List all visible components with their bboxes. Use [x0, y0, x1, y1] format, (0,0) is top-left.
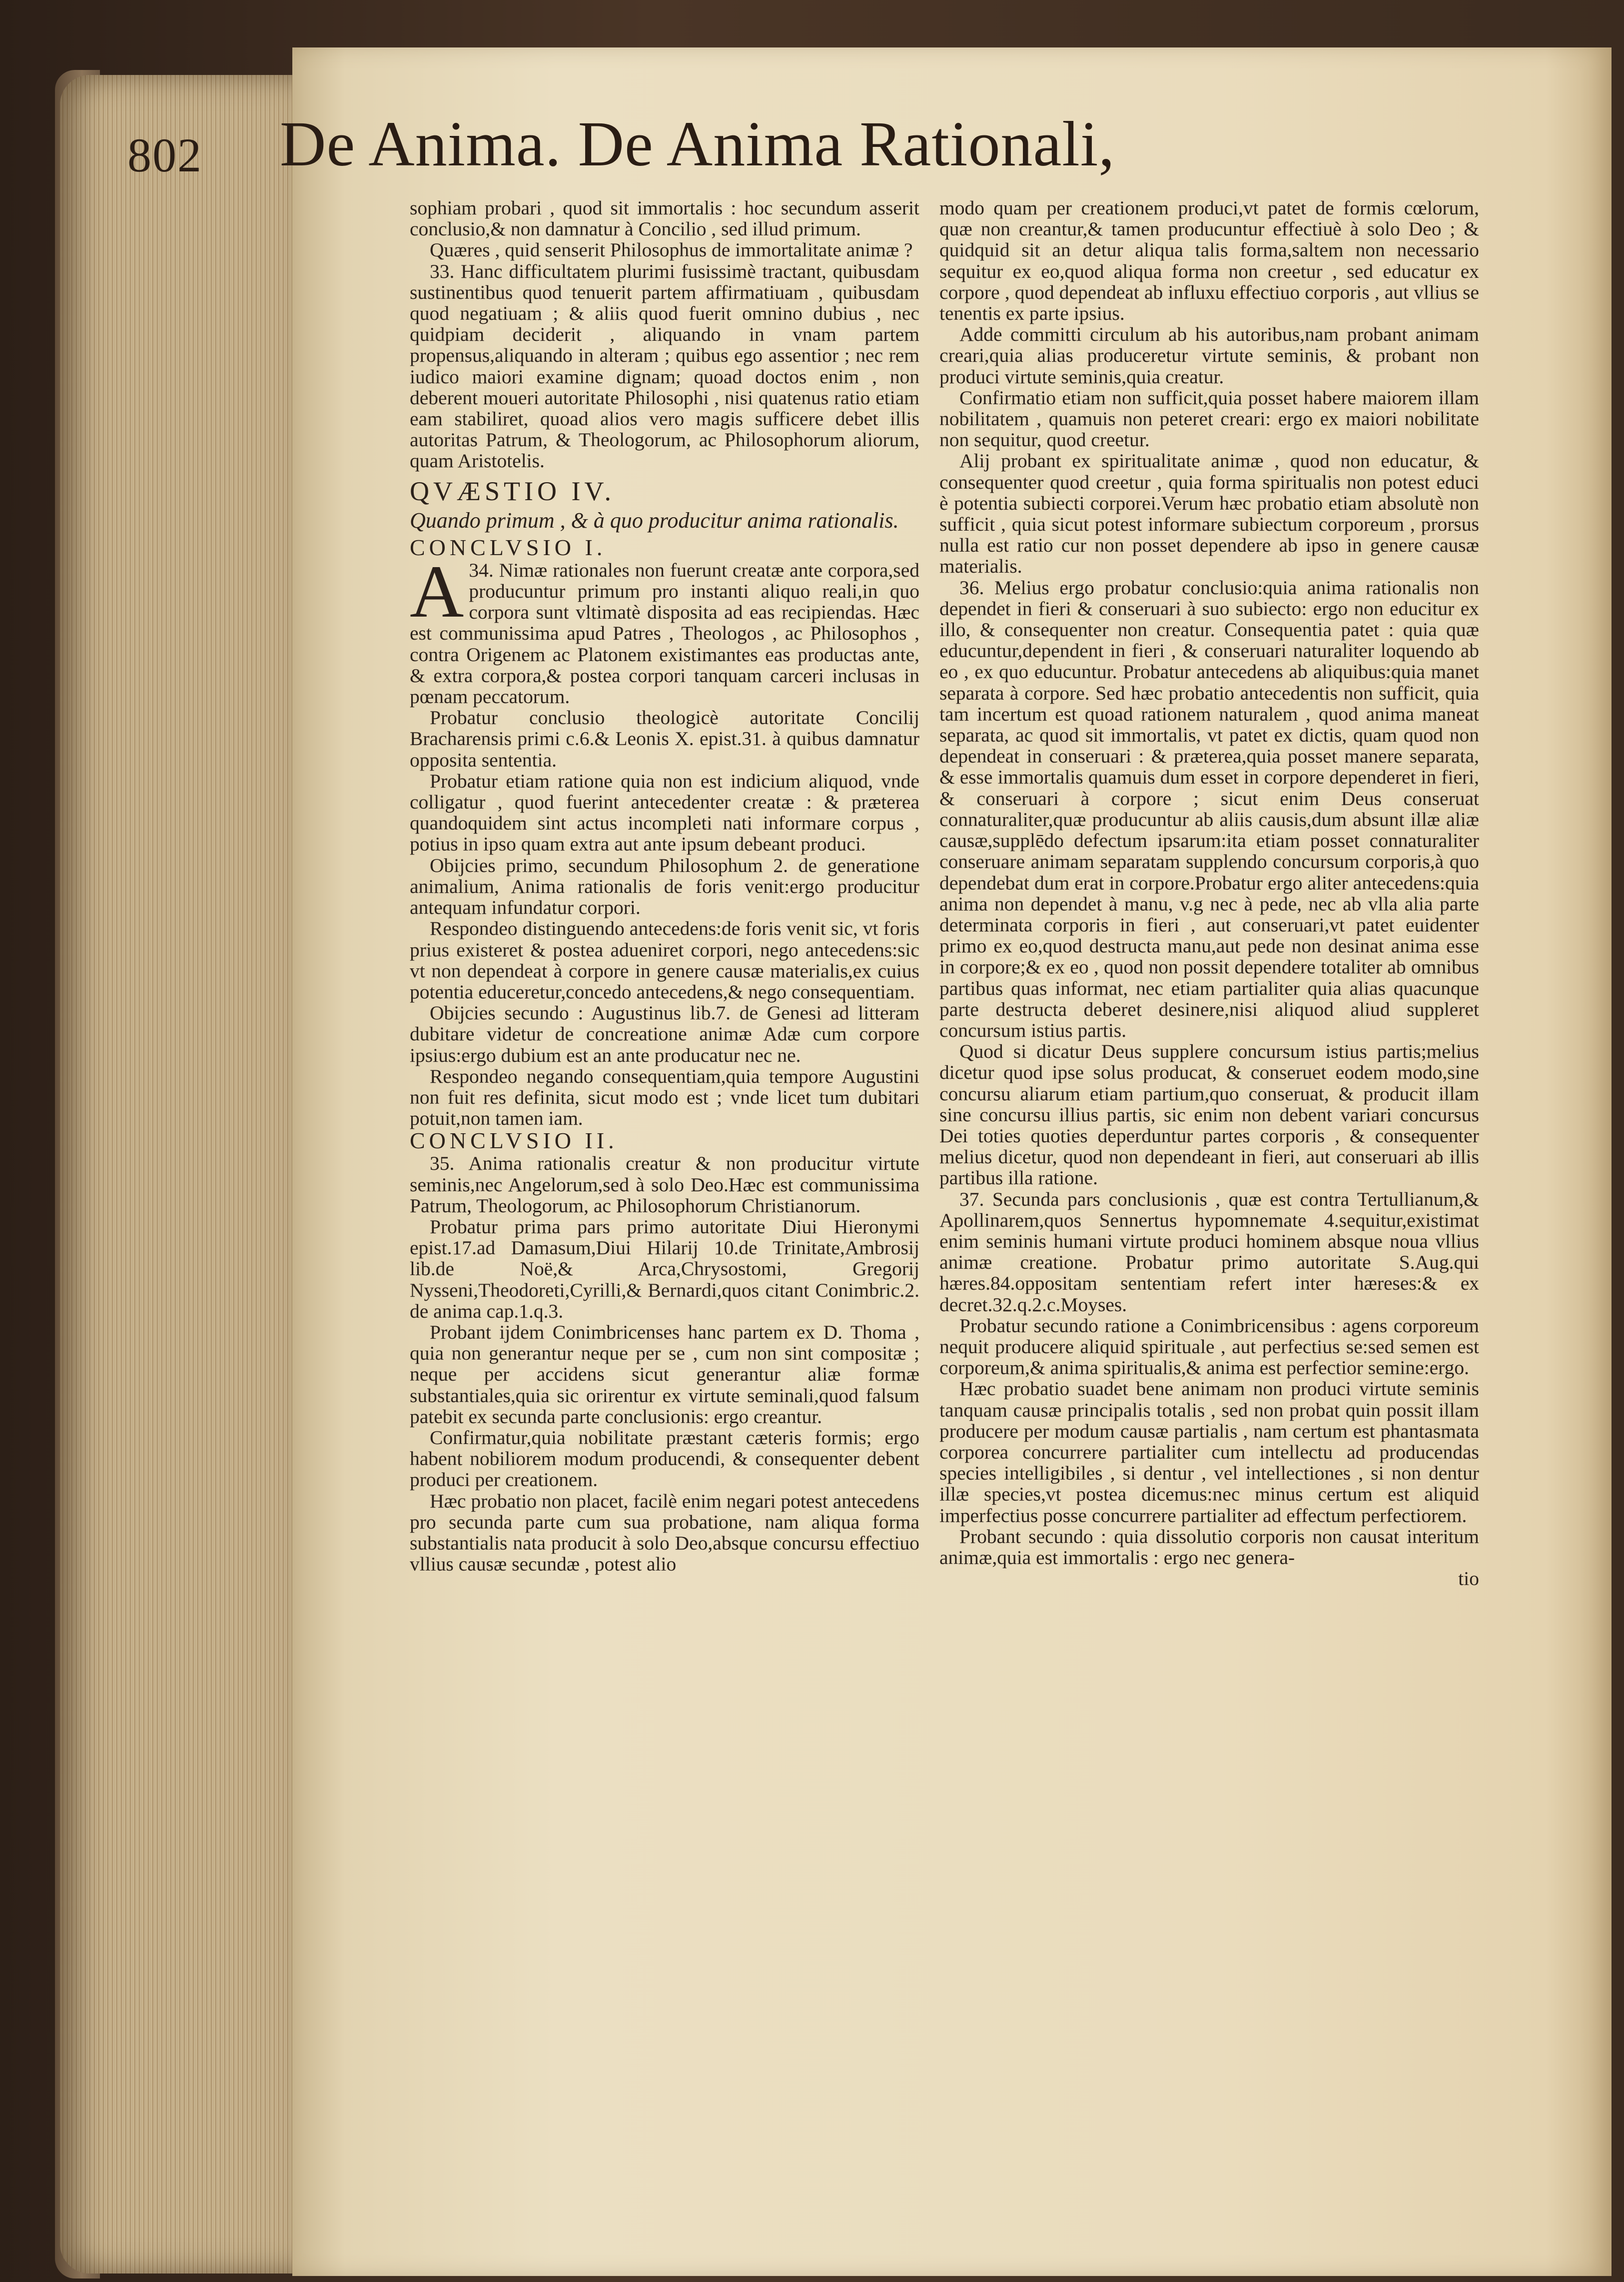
paragraph: 33. Hanc difficultatem plurimi fusissimè tractant, quibusdam sustinentibus quod tenuerit partem affirmatiuam , quibusdam quod negatiuam ; & aliis quod fuerit omnino dubius , nec quidpiam deciderit , aliquando in vnam partem propensus,aliquando in alteram ; quibus ego assentior ; nec rem iudico maiori examine dignam; quoad doctos enim , non deberent moueri autoritate Philosophi , nisi quatenus ratio etiam eam stabiliret, quoad alios vero magis sufficere debet illis autoritas Patrum, & Theologorum, ac Philosophorum aliorum, quam Aristotelis.: [410, 260, 919, 472]
catchword: tio: [1458, 1567, 1479, 1590]
paragraph: sophiam probari , quod sit immortalis : hoc secundum asserit conclusio,& non damnatur à Concilio , sed illud primum.: [410, 197, 919, 240]
conclusio-heading: CONCLVSIO II.: [410, 1128, 618, 1154]
paragraph: Alij probant ex spiritualitate animæ , quod non educatur, & consequenter quod creetur , quia forma spiritualis non potest educi è potentia subiecti corporei.Verum hæc probatio etiam absolutè non sufficit , quia sicut potest informare subiectum corporeum , prorsus nulla est ratio cur non posset dependere ab ipso in genere causæ materialis.: [939, 450, 1479, 578]
running-title: De Anima. De Anima Rationali,: [280, 108, 1115, 179]
paragraph: Probant ijdem Conimbricenses hanc partem ex D. Thoma , quia non generantur neque per se , cum non sint compositæ ; neque per accidens sicut generantur aliæ formæ substantiales,quia sic orirentur ex virtute seminali,quod falsum patebit ex secunda parte conclusionis: ergo creantur.: [410, 1321, 919, 1428]
paragraph: Confirmatur,quia nobilitate præstant cæteris formis; ergo habent nobiliorem modum producendi, & consequenter debent produci per creationem.: [410, 1426, 919, 1491]
left-column: [410, 197, 919, 1574]
drop-capital: A: [410, 550, 464, 633]
paragraph: modo quam per creationem produci,vt patet de formis cœlorum, quæ non creantur,& tamen producuntur effectiuè à solo Deo ; & quidquid sit an detur aliqua talis forma,saltem non necessario sequitur ex eo,quod aliqua forma non creetur , sed educatur ex corpore , quod dependeat ab influxu effectiuo corporis , aut vllius se tenentis ex parte ipsius.: [939, 197, 1479, 325]
section-number: 34.: [469, 559, 494, 581]
paragraph: Probatur prima pars primo autoritate Diui Hieronymi epist.17.ad Damasum,Diui Hilarij 10.de Trinitate,Ambrosij lib.de Noë,& Arca,Chrysostomi, Gregorij Nysseni,Theodoreti,Cyrilli,& Bernardi,quos citant Conimbric.2. de anima cap.1.q.3.: [410, 1215, 919, 1322]
paragraph: 36. Melius ergo probatur conclusio:quia anima rationalis non dependet in fieri & conseruari à suo subiecto: ergo non educitur ex illo, & consequenter non creatur. Consequentia patet : quia quæ educuntur,dependent in fieri , & conseruari naturaliter loquendo ab eo , ex quo educuntur. Probatur antecedens ab aliquibus:quia manet separata à corpore. Sed hæc probatio antecedentis non sufficit, quia tam incertum est quoad rationem naturalem , quod anima maneat separata, ac quod sit immortalis, vt patet ex dictis, quam quod non dependeat in conseruari : & præterea,quia posset manere separata, & esse immortalis quamuis dum esset in corpore dependeret in fieri, & conseruari à corpore ; sicut enim Deus conseruat connaturaliter,quæ producuntur ab aliis causis,dum absunt illæ aliæ causæ,supplēdo defectum ipsarum:ita etiam posset connaturaliter conseruare animam separatam supplendo concursum corporis,à quo dependebat dum erat in corpore.Probatur ergo aliter antecedens:quia anima non dependet à manu, v.g nec à pede, nec ab vlla alia parte determinata corporis in fieri , aut conseruari,vt patet euidenter primo ex eo,quod destructa manu,aut pede non desinat anima esse in corpore;& ex eo , quod non possit dependere totaliter ab omnibus partibus quas informat, nec etiam partialiter quia alias quacunque parte destructa deberet desinere,nisi aliquod aliud suppleret concursum istius partis.: [939, 576, 1479, 1041]
paragraph: Hæc probatio non placet, facilè enim negari potest antecedens pro secunda parte cum sua probatione, nam aliqua forma substantialis nata producit à solo Deo,absque concursu effectiuo vllius causæ secundæ , potest alio: [410, 1490, 919, 1575]
paragraph: Confirmatio etiam non sufficit,quia posset habere maiorem illam nobilitatem , quamuis non peteret creari: ergo ex maiori nobilitate non sequitur, quod creetur.: [939, 386, 1479, 451]
paragraph: 35. Anima rationalis creatur & non producitur virtute seminis,nec Angelorum,sed à solo Deo.Hæc est communissima Patrum, Theologorum, ac Philosophorum Christianorum.: [410, 1152, 919, 1217]
paragraph: Respondeo distinguendo antecedens:de foris venit sic, vt foris prius existeret & postea adueniret corpori, nego antecedens:sic vt non dependeat à corpore in genere causæ materialis,ex cuius potentia educeretur,concedo antecedens,& nego consequentiam.: [410, 917, 919, 1003]
paragraph: Hæc probatio suadet bene animam non produci virtute seminis tanquam causæ principalis totalis , sed non probat quin possit illam producere per modum causæ partialis , nam certum est phantasmata corporea concurrere partialiter cum intellectu ad producendas species intelligibiles , si dentur , vel intellectiones , si non dentur illæ species,vt postea dicemus:nec minus certum est aliquid imperfectius posse concurrere partialiter ad effectum perfectiorem.: [939, 1378, 1479, 1526]
page-edges: [60, 75, 295, 2274]
conclusio-heading: CONCLVSIO I.: [410, 534, 607, 560]
right-column: [939, 197, 1479, 1589]
paragraph: Respondeo negando consequentiam,quia tempore Augustini non fuit res definita, sicut modo est ; vnde licet tum dubitari potuit,non tamen iam.: [410, 1065, 919, 1130]
conclusio-paragraph: [410, 550, 919, 708]
paragraph: Probatur conclusio theologicè autoritate Concilij Bracharensis primi c.6.& Leonis X. epist.31. à quibus damnatur opposita sententia.: [410, 707, 919, 771]
paragraph: Probatur etiam ratione quia non est indicium aliquod, vnde colligatur , quod fuerint antecedenter creatæ : & præterea quandoquidem sint actus incompleti nati informare corpus , potius in ipso quam extra aut ante ipsum debeant produci.: [410, 769, 919, 855]
paragraph: Quæres , quid senserit Philosophus de immortalitate animæ ?: [430, 239, 913, 261]
paragraph: Obijcies secundo : Augustinus lib.7. de Genesi ad litteram dubitare videtur de concreatione animæ Adæ cum corpore ipsius:ergo dubium est an ante producatur nec ne.: [410, 1002, 919, 1066]
quaestio-subtitle: Quando primum , & à quo producitur anima rationalis.: [410, 508, 899, 533]
paragraph: Obijcies primo, secundum Philosophum 2. de generatione animalium, Anima rationalis de foris venit:ergo producitur antequam infundatur corpori.: [410, 854, 919, 919]
paragraph: Probant secundo : quia dissolutio corporis non causat interitum animæ,quia est immortalis : ergo nec genera-: [939, 1525, 1479, 1568]
paragraph: Probatur secundo ratione a Conimbricensibus : agens corporeum nequit producere aliquid spirituale , aut perfectius se:sed semen est corporeum,& anima spiritualis,& anima est perfectior semine:ergo.: [939, 1314, 1479, 1379]
conclusio-text: Nimæ rationales non fuerunt creatæ ante corpora,sed producuntur primum pro instanti aliquo reali,in quo corpora sunt vltimatè disposita ad eas recipiendas. Hæc est communissima apud Patres , Theologos , ac Philosophos , contra Origenem ac Platonem existimantes eas productas ante, & extra corpora,& postea corpori tanquam carceri inclusas in pœnam peccatorum.: [410, 559, 919, 708]
paragraph: Adde committi circulum ab his autoribus,nam probant animam creari,quia alias produceretur virtute seminis, & probant non produci virtute seminis,quia creatur.: [939, 323, 1479, 388]
page-header: [127, 107, 1337, 202]
quaestio-heading: QVÆSTIO IV.: [410, 476, 616, 506]
page-number: 802: [127, 128, 202, 182]
paragraph: Quod si dicatur Deus supplere concursum istius partis;melius dicetur quod ipse solus producat, & conseruet eodem modo,sine concursu aliarum etiam partium,quo conseruat, & producit illam sine concursu illius partis, sic enim non debent variari concursus Dei toties quoties deperduntur partes corporis , & consequenter melius dicetur, quod non dependeant in fieri, aut conseruari ab illis partibus illa ratione.: [939, 1040, 1479, 1189]
paragraph: 37. Secunda pars conclusionis , quæ est contra Tertullianum,& Apollinarem,quos Sennertus hypomnemate 4.sequitur,existimat enim seminis humani virtute produci hominem absque noua vllius animæ creatione. Probatur primo autoritate S.Aug.qui hæres.84.oppositam sententiam refert inter hæreses:& ex decret.32.q.2.c.Moyses.: [939, 1188, 1479, 1316]
